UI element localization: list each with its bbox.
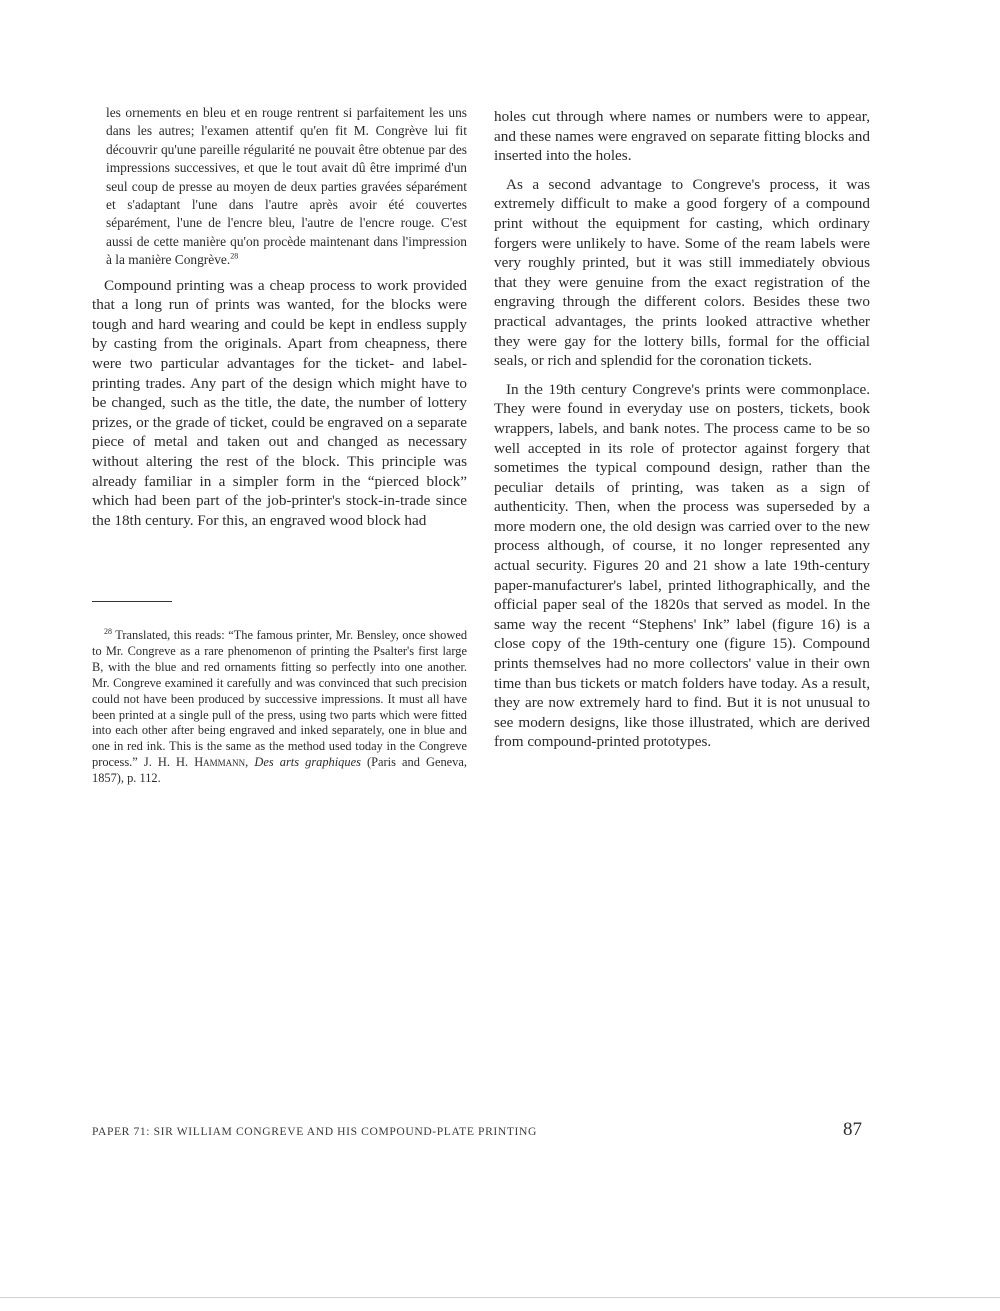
- footnote-body: $^{28}$ Translated, this reads: “The famous printer, Mr. Bensley, once showed to Mr. Congreve as a rare phenomenon of printing the Psalter's first large B, with the blue and red ornaments fitting so perfectly into one another. Mr. Congreve examined it carefully and was convinced that such precision could not have been produced by successive impressions. It must all have been printed at a single pull of the press, using two parts which were fitted into each other after being engraved and inked separately, one in blue and one in red ink. This is the same as the method used today in the Congreve process.” J. H. H. Hammann, Des arts graphiques (Paris and Geneva, 1857), p. 112.: [92, 626, 468, 786]
- footnote-author-initials: J. H. H.: [143, 755, 189, 770]
- french-quotation: [106, 104, 467, 270]
- right-column: [494, 107, 870, 761]
- scan-edge-line: [0, 1297, 1000, 1298]
- paragraph-holes-cut: holes cut through where names or numbers were to appear, and these names were engraved on separate fitting blocks and inserted into the holes.: [494, 108, 870, 165]
- running-footer: PAPER 71: SIR WILLIAM CONGREVE AND HIS COMPOUND-PLATE PRINTING: [92, 1125, 537, 1138]
- french-quotation-text: les ornements en bleu et en rouge rentrent si parfaitement les uns dans les autres; l'examen attentif qu'en fit M. Congrève lui fit découvrir qu'une pareille régularité ne pouvait être obtenue par des impressions successives, et que le tout avait dû être imprimé d'un seul coup de presse au moyen de deux parties gravées séparément et s'adaptant l'une dans l'autre après avoir été couvertes séparément, l'une de l'encre bleu, l'autre de l'encre rouge. C'est aussi de cette manière qu'on procède maintenant dans l'impression à la manière Congrève.: [106, 105, 467, 268]
- left-column: [92, 104, 467, 539]
- footnote-imprint: (Paris and Geneva, 1857), p. 112.: [92, 755, 467, 786]
- footnote-divider: [92, 601, 172, 602]
- footnote-reference: 28: [230, 251, 239, 261]
- paragraph-second-advantage: As a second advantage to Congreve's process, it was extremely difficult to make a good forgery of a compound print without the equipment for casting, which ordinary forgers were unlikely to have. Some of the ream labels were very roughly printed, but it was still immediately obvious that they were genuine from the exact registration of the engraving through the different colors. Besides these two practical advantages, the prints looked attractive whether they were gay for the lottery bills, formal for the official seals, or rich and splendid for the coronation tickets.: [494, 175, 870, 370]
- footnote-book-title: Des arts graphiques: [254, 755, 361, 770]
- footnote: [92, 628, 467, 787]
- paragraph-compound-printing: Compound printing was a cheap process to work provided that a long run of prints was wanted, for the blocks were tough and hard wearing and could be kept in endless supply by casting from the originals. Apart from cheapness, there were two particular advantages for the ticket- and label-printing trades. Any part of the design which might have to be changed, such as the title, the date, the number of lottery prizes, or the grade of ticket, could be engraved on a separate piece of metal and taken out and changed as necessary without altering the rest of the block. This principle was already familiar in a simpler form in the “pierced block” which had been part of the job-printer's stock-in-trade since the 18th century. For this, an engraved wood block had: [92, 276, 467, 529]
- footnote-text: Translated, this reads: “The famous printer, Mr. Bensley, once showed to Mr. Congreve as a rare phenomenon of printing the Psalter's first large B, with the blue and red ornaments fitting so perfectly into one another. Mr. Congreve examined it carefully and was convinced that such precision could not have been produced by successive impressions. It must all have been printed at a single pull of the press, using two parts which were fitted into each other after being engraved and inked separately, one in blue and one in red ink. This is the same as the method used today in the Congreve process.”: [92, 628, 468, 770]
- paragraph-19th-century: In the 19th century Congreve's prints were commonplace. They were found in everyday use on posters, tickets, book wrappers, labels, and bank notes. The process came to be so well accepted in its role of protector against forgery that sometimes the typical compound design, rather than the peculiar details of printing, was taken as a sign of authenticity. Then, when the process was superseded by a more modern one, the old design was carried over to the new process although, of course, it no longer represented any actual security. Figures 20 and 21 show a late 19th-century paper-manufacturer's label, printed lithographically, and the official paper seal of the 1820s that served as model. In the same way the recent “Stephens' Ink” label (figure 16) is a close copy of the 19th-century one (figure 15). Compound prints themselves had no more collectors' value in their own time than bus tickets or match folders have today. As a result, they are now extremely hard to find. But it is not unusual to see modern designs, like those illustrated, which are derived from compound-printed prototypes.: [494, 380, 870, 751]
- page-number: 87: [843, 1119, 862, 1140]
- footnote-marker: 28: [104, 626, 112, 636]
- footnote-author-surname: Hammann: [194, 755, 246, 770]
